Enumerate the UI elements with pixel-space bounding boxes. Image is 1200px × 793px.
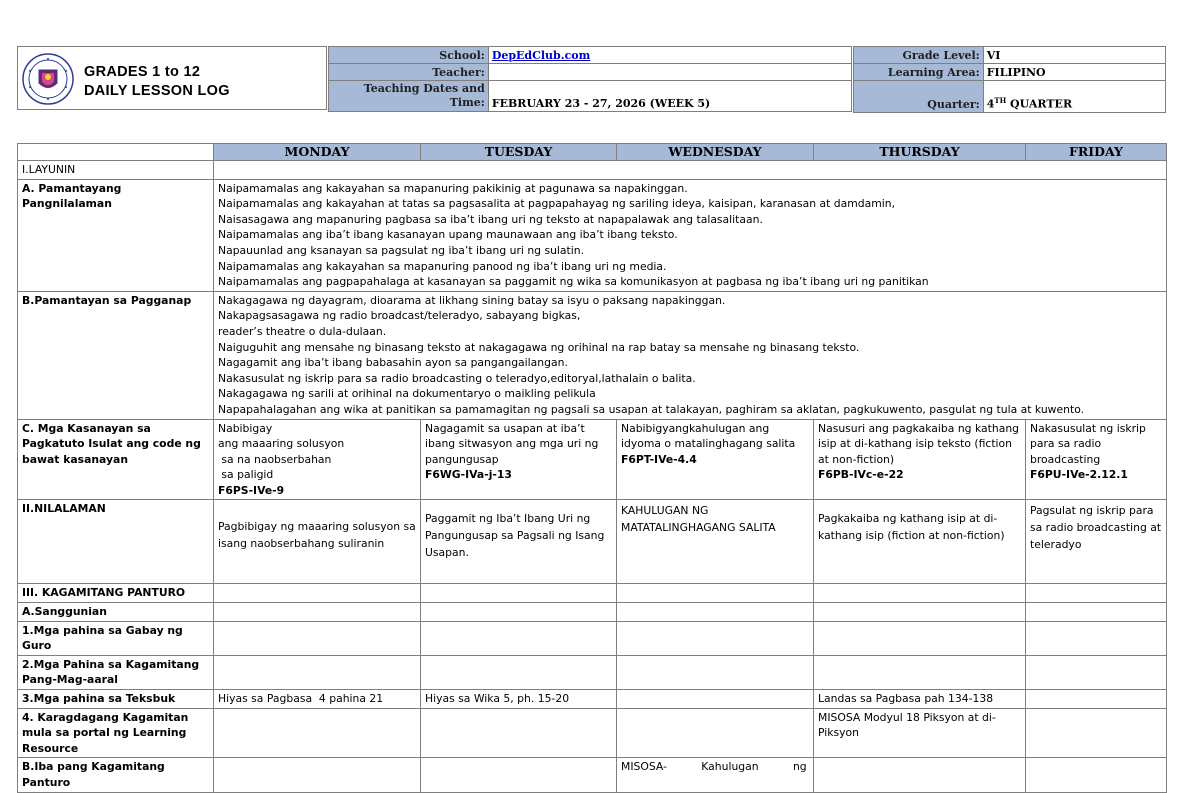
grade-level-value: VI xyxy=(983,47,1165,64)
pangnilalaman-line: Naipamamalas ang iba’t ibang kasanayan upang maunawaan ang iba’t ibang teksto. xyxy=(218,228,678,242)
kasanayan-text: Nagagamit sa usapan at iba’t ibang sitwasyon ang mga uri ng pangungusap xyxy=(425,421,599,466)
iba-thursday xyxy=(814,758,1026,792)
nilalaman-label: II.NILALAMAN xyxy=(18,500,214,584)
row-nilalaman xyxy=(18,500,1167,584)
row-kagamitan-pang-mag-aaral xyxy=(18,655,1167,689)
pagganap-line: reader’s theatre o dula-dulaan. xyxy=(218,324,387,338)
kasanayan-thursday xyxy=(814,419,1026,500)
nilalaman-friday: Pagsulat ng iskrip para sa radio broadcasting at teleradyo xyxy=(1026,500,1167,584)
kasanayan-wednesday xyxy=(617,419,814,500)
iba-label: B.Iba pang Kagamitang Panturo xyxy=(18,758,214,792)
pangnilalaman-line: Naipamamalas ang kakayahan sa mapanuring pakikinig at pagunawa sa napakinggan. xyxy=(218,181,688,195)
kagamitan-tuesday xyxy=(421,584,617,603)
row-layunin xyxy=(18,161,1167,180)
teacher-value xyxy=(488,64,851,81)
kagamitan-pang-thursday xyxy=(814,655,1026,689)
iba-monday xyxy=(214,758,421,792)
header-left-fields xyxy=(328,46,852,112)
sanggunian-label: A.Sanggunian xyxy=(18,603,214,622)
sanggunian-tuesday xyxy=(421,603,617,622)
kasanayan-code: F6WG-IVa-j-13 xyxy=(425,468,512,482)
row-pagganap xyxy=(18,291,1167,419)
kasanayan-code: F6PS-IVe-9 xyxy=(218,483,285,497)
pagganap-line: Nakasusulat ng iskrip para sa radio broadcasting o teleradyo,editoryal,lathalain o balita. xyxy=(218,371,696,385)
school-link[interactable]: DepEdClub.com xyxy=(491,48,591,62)
gabay-monday xyxy=(214,621,421,655)
dates-value: FEBRUARY 23 - 27, 2026 (WEEK 5) xyxy=(488,81,851,112)
kagamitan-pang-label: 2.Mga Pahina sa Kagamitang Pang-Mag-aaral xyxy=(18,655,214,689)
teksbuk-friday xyxy=(1026,690,1167,709)
teksbuk-thursday: Landas sa Pagbasa pah 134-138 xyxy=(814,690,1026,709)
pagganap-label: B.Pamantayan sa Pagganap xyxy=(18,291,214,419)
karagdagang-thursday: MISOSA Modyul 18 Piksyon at di-Piksyon xyxy=(814,708,1026,758)
kagamitan-label: III. KAGAMITANG PANTURO xyxy=(18,584,214,603)
row-karagdagang xyxy=(18,708,1167,758)
pagganap-line: Napapahalagahan ang wika at panitikan sa pamamagitan ng pagsali sa usapan at talakayan, paghiram sa aklatan, pagkukuwento, pasgulat ng tula at kuwento. xyxy=(218,402,1085,416)
kasanayan-text: sa paligid xyxy=(218,468,274,482)
kagamitan-wednesday xyxy=(617,584,814,603)
lesson-log-table xyxy=(17,143,1167,793)
karagdagang-wednesday xyxy=(617,708,814,758)
pagganap-line: Nakapagsasagawa ng radio broadcast/teleradyo, sabayang bigkas, xyxy=(218,309,581,323)
kagamitan-pang-friday xyxy=(1026,655,1167,689)
teksbuk-monday: Hiyas sa Pagbasa 4 pahina 21 xyxy=(214,690,421,709)
pagganap-line: Nakagagawa ng dayagram, dioarama at likhang sining batay sa isyu o paksang napakinggan. xyxy=(218,293,726,307)
pagganap-line: Nakagagawa ng sarili at orihinal na dokumentaryo o maikling pelikula xyxy=(218,387,596,401)
kasanayan-tuesday xyxy=(421,419,617,500)
kagamitan-monday xyxy=(214,584,421,603)
kasanayan-text: sa na naobserbahan xyxy=(218,452,332,466)
pangnilalaman-line: Naipamamalas ang kakayahan sa mapanuring panood ng iba’t ibang uri ng media. xyxy=(218,259,667,273)
pagganap-line: Nagagamit ang iba’t ibang babasahin ayon sa pangangailangan. xyxy=(218,356,568,370)
gabay-wednesday xyxy=(617,621,814,655)
quarter-text: QUARTER xyxy=(1006,98,1073,111)
quarter-suffix: TH xyxy=(994,96,1007,106)
pangnilalaman-line: Napauunlad ang ksanayan sa pagsulat ng iba’t ibang uri ng sulatin. xyxy=(218,243,585,257)
karagdagang-monday xyxy=(214,708,421,758)
dates-label xyxy=(329,81,489,112)
day-tuesday: TUESDAY xyxy=(421,144,617,161)
grade-level-label: Grade Level: xyxy=(854,47,984,64)
karagdagang-friday xyxy=(1026,708,1167,758)
learning-area-label: Learning Area: xyxy=(854,64,984,81)
school-value xyxy=(488,47,851,64)
lesson-log-header xyxy=(17,46,1166,112)
gabay-tuesday xyxy=(421,621,617,655)
dates-label-line1: Teaching Dates and xyxy=(363,82,485,95)
gabay-thursday xyxy=(814,621,1026,655)
quarter-number: 4 xyxy=(986,98,995,111)
row-iba-pang-kagamitan xyxy=(18,758,1167,792)
row-sanggunian xyxy=(18,603,1167,622)
day-wednesday: WEDNESDAY xyxy=(617,144,814,161)
kasanayan-text: ang maaaring solusyon xyxy=(218,437,345,451)
layunin-content xyxy=(214,161,1167,180)
kagamitan-thursday xyxy=(814,584,1026,603)
karagdagang-tuesday xyxy=(421,708,617,758)
learning-area-value: FILIPINO xyxy=(983,64,1165,81)
teksbuk-tuesday: Hiyas sa Wika 5, ph. 15-20 xyxy=(421,690,617,709)
day-thursday: THURSDAY xyxy=(814,144,1026,161)
kasanayan-text: Nabibigyangkahulugan ang idyoma o matalinghagang salita xyxy=(621,421,796,451)
sanggunian-friday xyxy=(1026,603,1167,622)
day-header-row xyxy=(18,144,1167,161)
row-pangnilalaman xyxy=(18,179,1167,291)
quarter-value xyxy=(983,81,1165,113)
kasanayan-label: C. Mga Kasanayan sa Pagkatuto Isulat ang code ng bawat kasanayan xyxy=(18,419,214,500)
pangnilalaman-line: Naisasagawa ang mapanuring pagbasa sa iba’t ibang uri ng teksto at napapalawak ang talasalitaan. xyxy=(218,212,763,226)
dates-label-line2: Time: xyxy=(449,96,485,109)
row-gabay xyxy=(18,621,1167,655)
row-kagamitan xyxy=(18,584,1167,603)
iba-tuesday xyxy=(421,758,617,792)
sanggunian-thursday xyxy=(814,603,1026,622)
title-grades: GRADES 1 to 12 xyxy=(84,64,201,80)
pangnilalaman-line: Naipamamalas ang pagpapahalaga at kasanayan sa paggamit ng wika sa komunikasyon at pagbasa ng iba’t ibang uri ng panitikan xyxy=(218,275,929,289)
kagamitan-pang-wednesday xyxy=(617,655,814,689)
kagamitan-pang-tuesday xyxy=(421,655,617,689)
day-monday: MONDAY xyxy=(214,144,421,161)
deped-seal-icon xyxy=(22,53,74,105)
title-block xyxy=(17,46,327,110)
nilalaman-thursday: Pagkakaiba ng kathang isip at di-kathang isip (fiction at non-fiction) xyxy=(814,500,1026,584)
row-teksbuk xyxy=(18,690,1167,709)
teksbuk-label: 3.Mga pahina sa Teksbuk xyxy=(18,690,214,709)
pagganap-content xyxy=(214,291,1167,419)
corner-cell xyxy=(18,144,214,161)
iba-friday xyxy=(1026,758,1167,792)
gabay-friday xyxy=(1026,621,1167,655)
nilalaman-monday: Pagbibigay ng maaaring solusyon sa isang naobserbahang suliranin xyxy=(214,500,421,584)
pangnilalaman-content xyxy=(214,179,1167,291)
kasanayan-code: F6PT-IVe-4.4 xyxy=(621,452,697,466)
kasanayan-friday xyxy=(1026,419,1167,500)
header-right-fields xyxy=(853,46,1166,113)
nilalaman-tuesday: Paggamit ng Iba’t Ibang Uri ng Pangungusap sa Pagsali ng Isang Usapan. xyxy=(421,500,617,584)
school-label: School: xyxy=(329,47,489,64)
teacher-label: Teacher: xyxy=(329,64,489,81)
kasanayan-text: Nabibigay xyxy=(218,421,273,435)
nilalaman-wednesday: KAHULUGAN NG MATATALINGHAGANG SALITA xyxy=(617,500,814,584)
kagamitan-friday xyxy=(1026,584,1167,603)
gabay-label: 1.Mga pahina sa Gabay ng Guro xyxy=(18,621,214,655)
kasanayan-code: F6PB-IVc-e-22 xyxy=(818,468,904,482)
kagamitan-pang-monday xyxy=(214,655,421,689)
title-daily-lesson-log: DAILY LESSON LOG xyxy=(84,83,230,99)
kasanayan-text: Nasusuri ang pagkakaiba ng kathang isip at di-kathang isip teksto (fiction at non-fiction) xyxy=(818,421,1020,466)
quarter-label: Quarter: xyxy=(854,81,984,113)
layunin-label: I.LAYUNIN xyxy=(18,161,214,180)
pagganap-line: Naiguguhit ang mensahe ng binasang teksto at nakagagawa ng orihinal na rap batay sa mensahe ng binasang teksto. xyxy=(218,340,860,354)
row-kasanayan xyxy=(18,419,1167,500)
teksbuk-wednesday xyxy=(617,690,814,709)
sanggunian-monday xyxy=(214,603,421,622)
kasanayan-monday xyxy=(214,419,421,500)
iba-wednesday: MISOSA- Kahulugan ng xyxy=(617,758,814,792)
pangnilalaman-line: Naipamamalas ang kakayahan at tatas sa pagsasalita at pagpapahayag ng sariling ideya, kaisipan, karanasan at damdamin, xyxy=(218,197,896,211)
sanggunian-wednesday xyxy=(617,603,814,622)
day-friday: FRIDAY xyxy=(1026,144,1167,161)
karagdagang-label: 4. Karagdagang Kagamitan mula sa portal ng Learning Resource xyxy=(18,708,214,758)
kasanayan-code: F6PU-IVe-2.12.1 xyxy=(1030,468,1128,482)
pangnilalaman-label: A. Pamantayang Pangnilalaman xyxy=(18,179,214,291)
kasanayan-text: Nakasusulat ng iskrip para sa radio broadcasting xyxy=(1030,421,1146,466)
